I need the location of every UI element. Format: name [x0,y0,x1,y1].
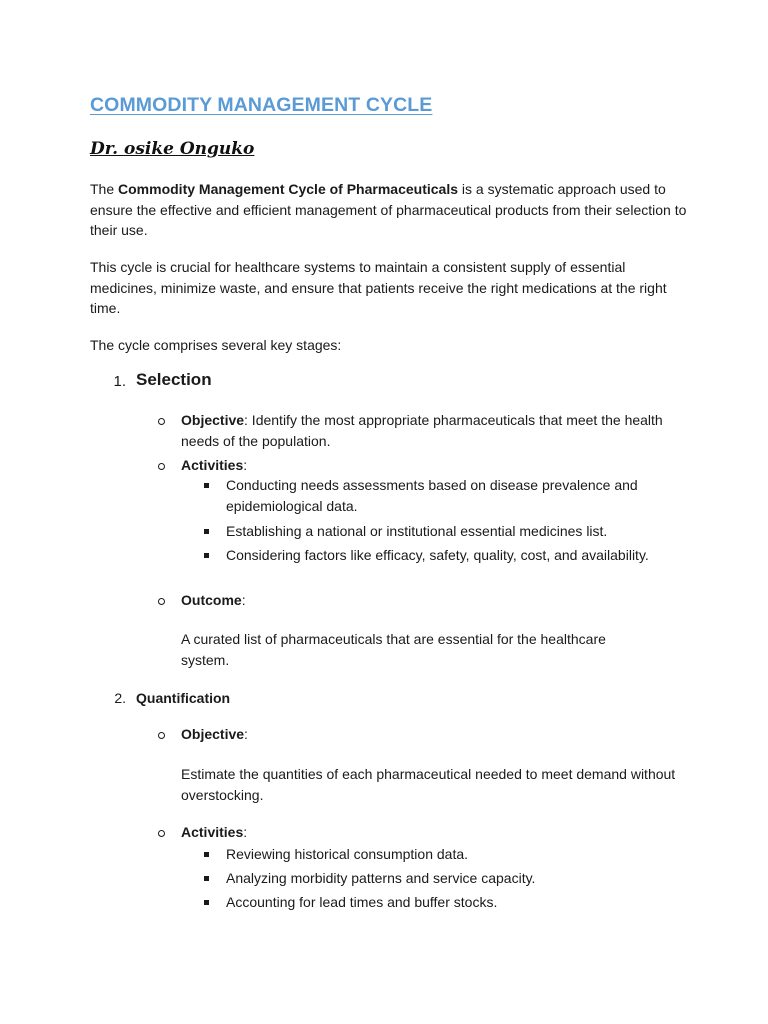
objective-text: Estimate the quantities of each pharmaceutical needed to meet demand without overstocking. [181,766,676,803]
square-bullet-icon [204,876,209,881]
activities-item: Activities: [181,457,248,473]
activity-list-item: Conducting needs assessments based on disease prevalence and epidemiological data. [226,477,638,514]
circle-bullet-icon [158,830,165,837]
activity-list-item: Accounting for lead times and buffer stocks. [226,894,498,910]
square-bullet-icon [204,483,209,488]
activity-list-item: Considering factors like efficacy, safety, quality, cost, and availability. [226,547,649,563]
square-bullet-icon [204,852,209,857]
activity-list-item: Establishing a national or institutional essential medicines list. [226,523,608,539]
author-name: Dr. osike Onguko [90,139,255,159]
circle-bullet-icon [158,463,165,470]
stage-number: 1. [113,373,126,390]
objective-item: Objective: [181,726,248,742]
circle-bullet-icon [158,418,165,425]
outcome-text: A curated list of pharmaceuticals that are essential for the healthcare system. [181,631,606,668]
square-bullet-icon [204,900,209,905]
square-bullet-icon [204,529,209,534]
activity-list-item: Analyzing morbidity patterns and service capacity. [226,870,536,886]
purpose-paragraph: This cycle is crucial for healthcare systems to maintain a consistent supply of essential medicines, minimize waste, and ensure that patients receive the right medications at the right time. [90,259,667,316]
circle-bullet-icon [158,598,165,605]
circle-bullet-icon [158,732,165,739]
stage-heading: Quantification [136,690,231,706]
stages-intro: The cycle comprises several key stages: [90,337,342,353]
activities-item: Activities: [181,824,248,840]
stage-number: 2. [114,690,126,706]
intro-bold-term: Commodity Management Cycle of Pharmaceuticals [118,181,459,197]
document-title: COMMODITY MANAGEMENT CYCLE [90,94,433,116]
objective-item: Objective: Identify the most appropriate pharmaceuticals that meet the health needs of the population. [181,412,663,449]
stage-heading: Selection [136,370,212,389]
square-bullet-icon [204,553,209,558]
intro-paragraph: The Commodity Management Cycle of Pharmaceuticals is a systematic approach used to ensure the effective and efficient management of pharmaceutical products from their selection to their use. [90,181,687,238]
outcome-item: Outcome: [181,592,246,608]
activity-list-item: Reviewing historical consumption data. [226,846,469,862]
